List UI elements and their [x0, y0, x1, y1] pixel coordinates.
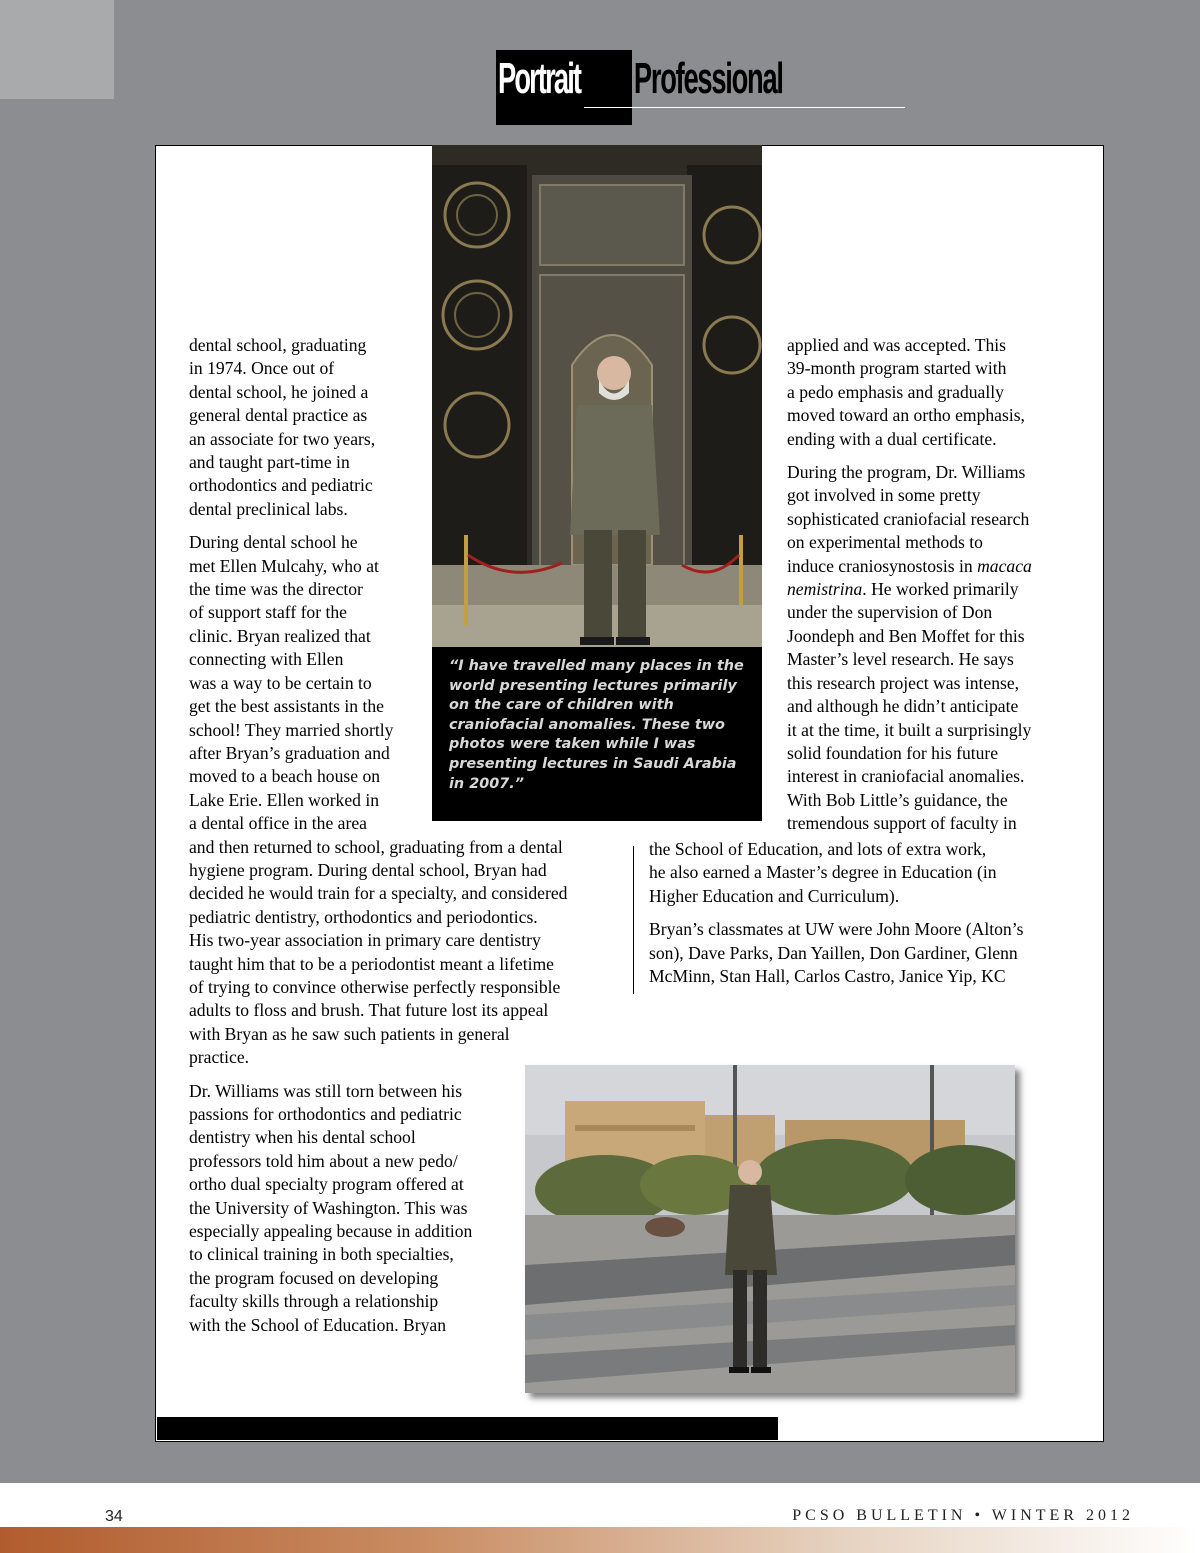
photo-plaza [525, 1065, 1015, 1393]
paragraph: the School of Education, and lots of extra work, he also earned a Master’s degree in Education (in Higher Education and Curriculum). [649, 839, 997, 906]
paragraph: applied and was accepted. This 39-month program started with a pedo emphasis and gradually moved toward an ortho emphasis, ending with a dual certificate. [787, 335, 1025, 449]
footer-gradient-bar [0, 1527, 1200, 1553]
paragraph: Dr. Williams was still torn between his passions for orthodontics and pediatric dentistry when his dental school professors told him about a new pedo/ ortho dual specialty program offered at the University of Washington. This was especially appealing because in addition to clinical training in both specialties, the program focused on developing faculty skills through a relationship with the School of Education. Bryan [189, 1080, 473, 1335]
black-bar [157, 1417, 778, 1440]
right-column-upper [787, 334, 1032, 846]
right-column-lower [649, 838, 1023, 998]
corner-tab [0, 0, 114, 99]
title-rest: of a Professional [584, 50, 905, 108]
left-column [189, 334, 567, 1347]
column-divider [633, 846, 634, 994]
paragraph: During dental school he met Ellen Mulcahy, who at the time was the director of support staff for the clinic. Bryan realized that connecting with Ellen was a way to be certain to get the best assistants in the school! They married shortly after Bryan’s graduation and moved to a beach house on Lake Erie. Ellen worked in a dental office in the area and then returned to school, graduating from a dental hygiene program. During dental school, Bryan had decided he would train for a specialty, and considered pediatric dentistry, orthodontics and periodontics. His two-year association in primary care dentistry taught him that to be a periodontist meant a lifetime of trying to convince otherwise perfectly responsible adults to floss and brush. That future lost its appeal with Bryan as he saw such patients in general practice. [189, 532, 568, 1068]
photo-caption: “I have travelled many places in the world presenting lectures primarily on the care of children with craniofacial anomalies. These two photos were taken while I was presenting lectures in Saudi Arabia in 2007.” [432, 647, 762, 821]
title-highlight: Portrait [496, 50, 632, 125]
page-number: 34 [105, 1508, 123, 1525]
paragraph: During the program, Dr. Williams got involved in some pretty sophisticated craniofacial research on experimental methods to induce craniosynostosis in macaca nemistrina. He worked primarily under the supervision of Don Joondeph and Ben Moffet for this Master’s level research. He says this research project was intense, and although he didn’t anticipate it at the time, it built a surprisingly solid foundation for his future interest in craniofacial anomalies. With Bob Little’s guidance, the tremendous support of faculty in [787, 462, 1032, 834]
publication-name: PCSO BULLETIN • WINTER 2012 [792, 1507, 1134, 1524]
paragraph: Bryan’s classmates at UW were John Moore (Alton’s son), Dave Parks, Dan Yaillen, Don Gardiner, Glenn McMinn, Stan Hall, Carlos Castro, Janice Yip, KC [649, 919, 1024, 987]
section-title [496, 50, 905, 125]
paragraph: dental school, graduating in 1974. Once out of dental school, he joined a general dental practice as an associate for two years, and taught part-time in orthodontics and pediatric dental preclinical labs. [189, 335, 376, 519]
